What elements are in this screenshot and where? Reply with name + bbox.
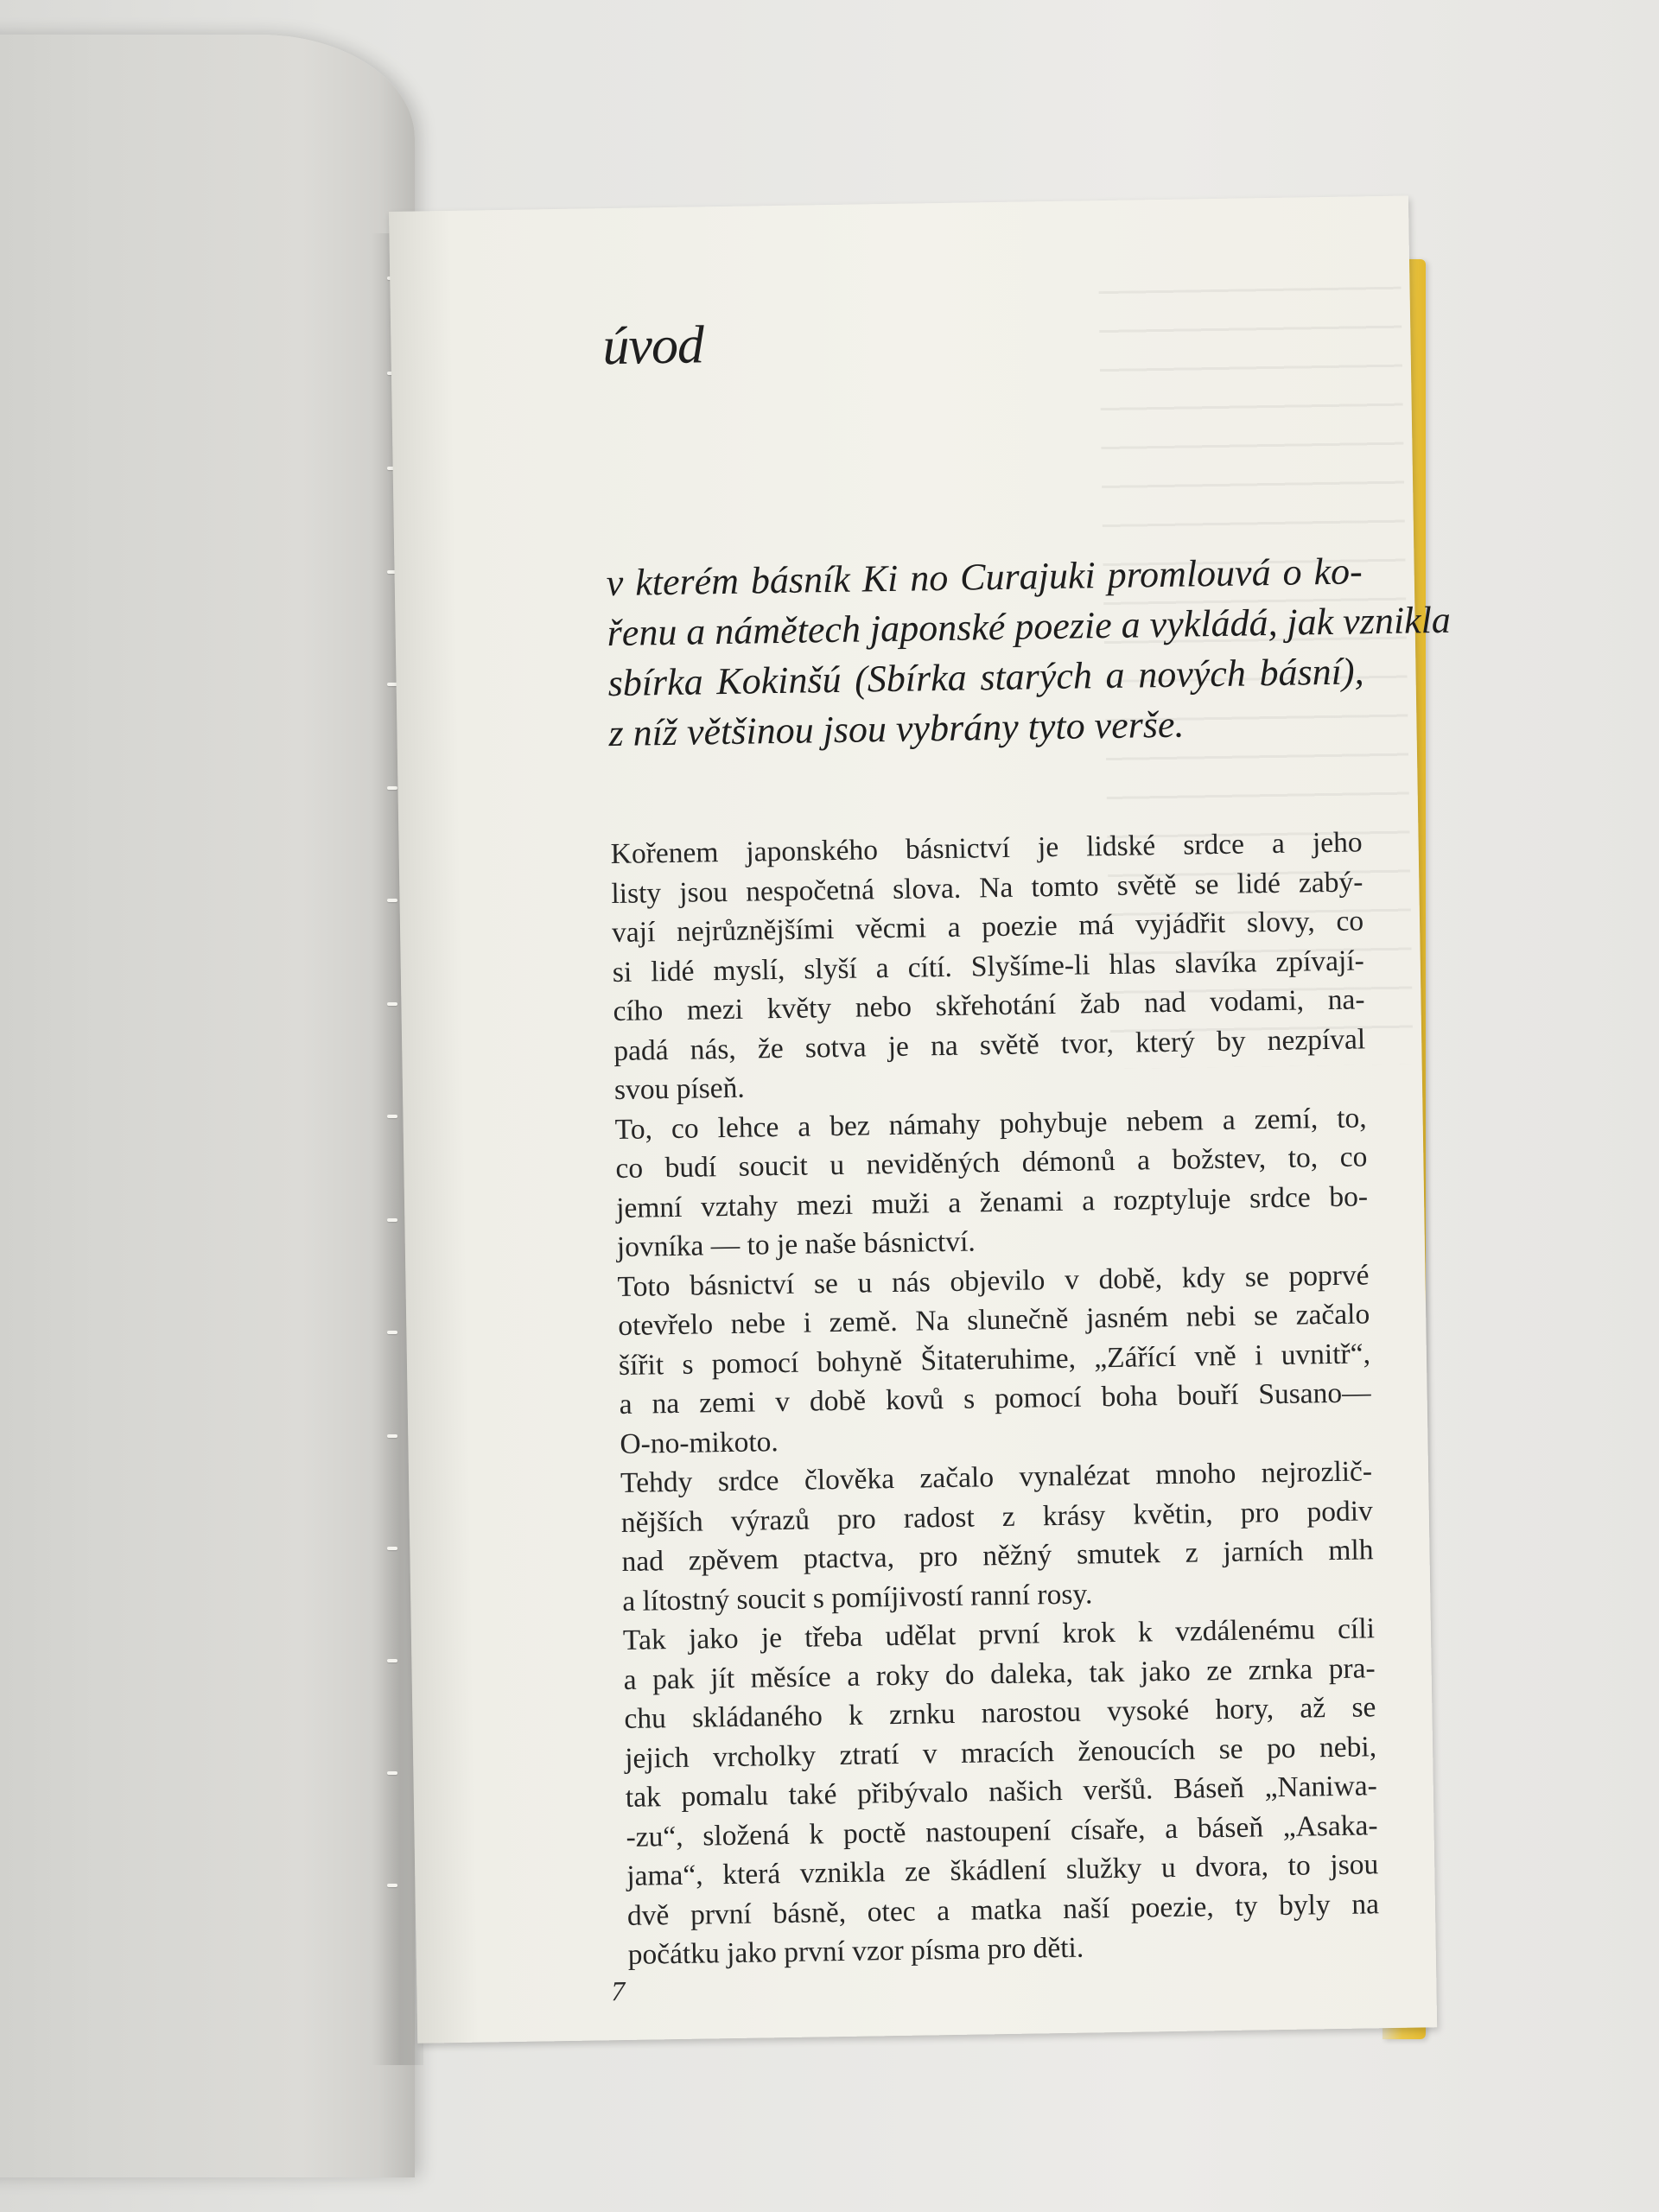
binding-stitch	[387, 1331, 397, 1334]
body-text	[610, 823, 1380, 1974]
body-line: co budí soucit u neviděných démonů a božstev, to, co	[615, 1141, 1368, 1185]
body-line: Tehdy srdce člověka začalo vynalézat mnoho nejrozlič-	[620, 1455, 1373, 1499]
binding-stitch	[387, 1547, 397, 1550]
binding-stitch	[387, 1115, 397, 1118]
body-line: a pak jít měsíce a roky do daleka, tak jako ze zrnka pra-	[623, 1651, 1376, 1696]
body-line: jemní vztahy mezi muži a ženami a rozptyluje srdce bo-	[615, 1179, 1369, 1224]
binding-stitch	[387, 1884, 397, 1887]
body-line: svou píseň.	[613, 1071, 746, 1107]
right-page	[389, 195, 1452, 2043]
body-line: Toto básnictví se u nás objevilo v době, kdy se poprvé	[617, 1258, 1370, 1303]
binding-stitch	[387, 1771, 397, 1775]
body-line: Tak jako je třeba udělat první krok k vzdálenému cíli	[622, 1612, 1376, 1656]
body-line: Kořenem japonského básnictví je lidské srdce a jeho	[610, 826, 1363, 871]
binding-stitch	[387, 1002, 397, 1006]
body-line: O-no-mikoto.	[620, 1425, 779, 1460]
body-line: vají nejrůznějšími věcmi a poezie má vyjádřit slovy, co	[611, 905, 1364, 950]
body-line: tak pomalu také přibývalo našich veršů. Báseň „Naniwa-	[625, 1770, 1378, 1814]
binding-stitch	[387, 899, 397, 902]
body-line: a lítostný soucit s pomíjivostí ranní rosy.	[621, 1577, 1093, 1618]
intro-line: v kterém básník Ki no Curajuki promlouvá o ko-	[606, 550, 1363, 605]
chapter-heading: úvod	[601, 315, 704, 377]
body-line: otevřelo nebe i země. Na slunečně jasném nebi se začalo	[617, 1298, 1370, 1342]
chapter-intro	[606, 546, 1452, 759]
binding-stitch	[387, 1434, 397, 1438]
body-line: -zu“, složená k poctě nastoupení císaře, a báseň „Asaka-	[626, 1808, 1378, 1853]
left-page	[0, 35, 415, 2177]
binding-stitch	[387, 1659, 397, 1662]
binding-stitch	[387, 1218, 397, 1222]
body-line: nějších výrazů pro radost z krásy květin, pro podiv	[620, 1494, 1374, 1539]
body-line: listy jsou nespočetná slova. Na tomto světě se lidé zabý-	[611, 865, 1363, 910]
body-line: si lidé myslí, slyší a cítí. Slyšíme-li hlas slavíka zpívají-	[612, 944, 1365, 988]
intro-line: řenu a námětech japonské poezie a vykládá, jak vznikla	[607, 598, 1452, 655]
body-line: a na zemi v době kovů s pomocí boha bouří Susano—	[619, 1376, 1371, 1421]
intro-line: z níž většinou jsou vybrány tyto verše.	[608, 702, 1185, 755]
body-line: chu skládaného k zrnku narostou vysoké hory, až se	[624, 1691, 1376, 1735]
body-line: cího mezi květy nebo skřehotání žab nad vodami, na-	[613, 983, 1365, 1028]
page-text-block	[601, 196, 1452, 2007]
binding-stitch	[387, 786, 397, 790]
page-number: 7	[611, 1974, 626, 2007]
body-line: dvě první básně, otec a matka naší poezie, ty byly na	[626, 1887, 1380, 1932]
body-line: jovníka — to je naše básnictví.	[616, 1225, 976, 1264]
body-line: počátku jako první vzor písma pro děti.	[627, 1931, 1084, 1971]
body-line: šířit s pomocí bohyně Šitateruhime, „Zářící vně i uvnitř“,	[618, 1337, 1371, 1382]
body-line: To, co lehce a bez námahy pohybuje nebem a zemí, to,	[614, 1101, 1367, 1146]
body-line: jejich vrcholky ztratí v mracích ženoucích se po nebi,	[624, 1730, 1377, 1775]
body-line: padá nás, že sotva je na světě tvor, který by nezpíval	[613, 1022, 1366, 1067]
body-line: jama“, která vznikla ze škádlení služky u dvora, to jsou	[626, 1848, 1379, 1892]
body-line: nad zpěvem ptactva, pro něžný smutek z jarních mlh	[621, 1534, 1374, 1578]
intro-line: sbírka Kokinšú (Sbírka starých a nových básní),	[607, 650, 1364, 705]
